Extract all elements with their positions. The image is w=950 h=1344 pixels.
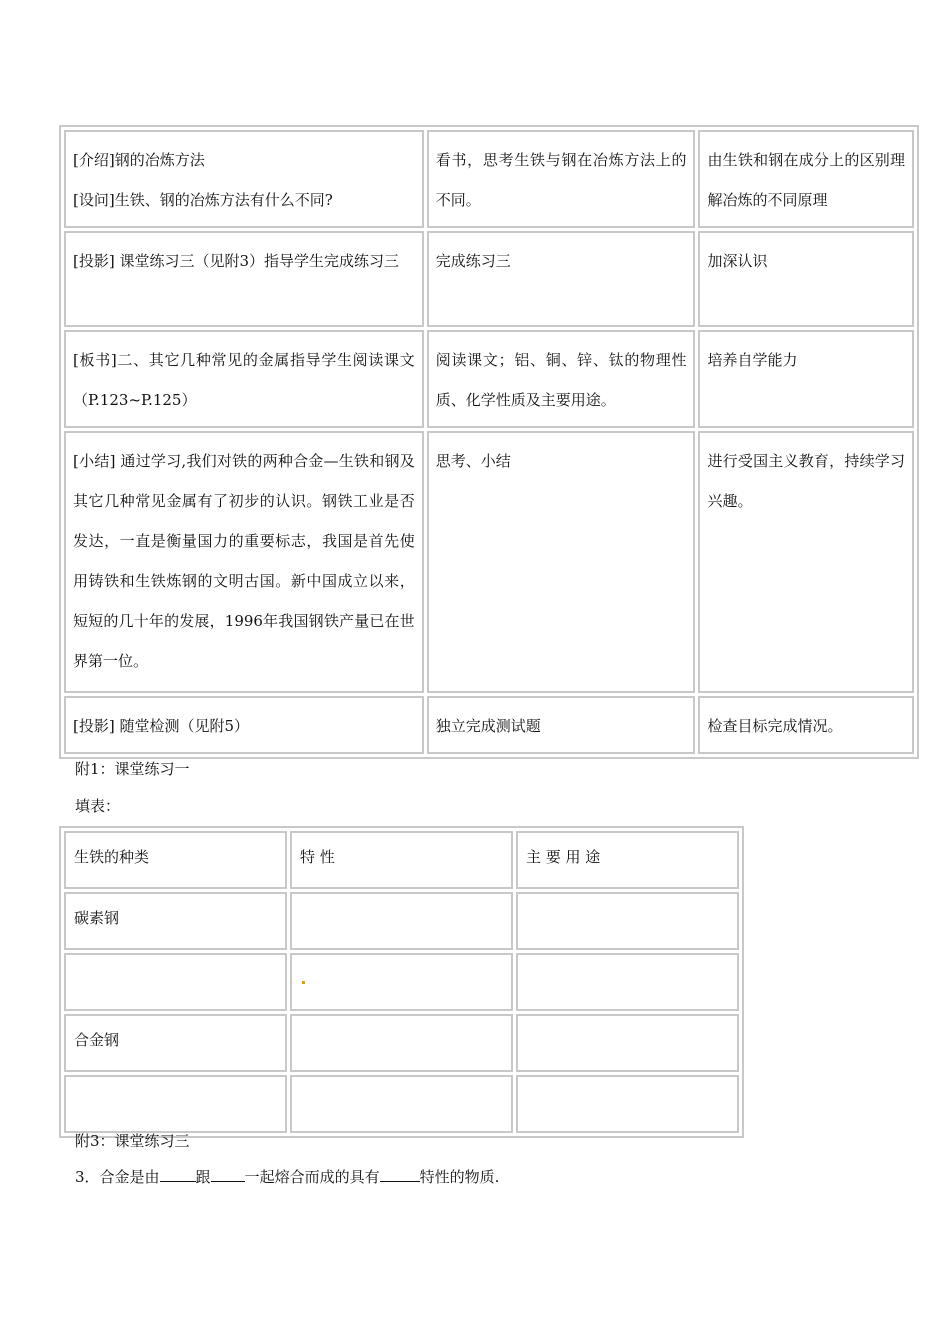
- table-cell-blank[interactable]: [290, 1014, 513, 1072]
- student-activity-cell: 阅读课文；铝、铜、锌、钛的物理性质、化学性质及主要用途。: [427, 330, 696, 428]
- table-row: [64, 330, 914, 428]
- table-cell-blank[interactable]: [64, 1075, 287, 1133]
- table-row: [64, 431, 914, 693]
- appendix1-heading: 附1：课堂练习一: [75, 760, 190, 778]
- question-text: 特性的物质.: [419, 1168, 500, 1186]
- cell-line: [设问]生铁、钢的冶炼方法有什么不同?: [73, 191, 333, 209]
- teacher-activity-cell: [板书]二、其它几种常见的金属指导学生阅读课文（P.123~P.125）: [64, 330, 424, 428]
- question-text: 跟: [195, 1168, 211, 1186]
- design-intent-cell: 加深认识: [698, 231, 914, 327]
- table-cell-blank[interactable]: [516, 1075, 739, 1133]
- column-header: 生铁的种类: [64, 831, 287, 889]
- design-intent-cell: 检查目标完成情况。: [698, 696, 914, 754]
- table-row: [64, 953, 739, 1011]
- answer-blank[interactable]: [160, 1167, 196, 1182]
- teacher-activity-cell: [投影] 随堂检测（见附5）: [64, 696, 424, 754]
- table-cell-blank[interactable]: [290, 953, 513, 1011]
- table-cell-blank[interactable]: [516, 892, 739, 950]
- table-cell-blank[interactable]: [290, 892, 513, 950]
- table-row: [64, 231, 914, 327]
- dot-mark: [302, 981, 305, 984]
- student-activity-cell: 看书，思考生铁与钢在冶炼方法上的不同。: [427, 130, 696, 228]
- lesson-table: [59, 125, 919, 759]
- question-3: [75, 1166, 499, 1187]
- table-row: [64, 696, 914, 754]
- column-header: 特 性: [290, 831, 513, 889]
- table-row: [64, 892, 739, 950]
- design-intent-cell: 培养自学能力: [698, 330, 914, 428]
- table-cell-blank[interactable]: [516, 1014, 739, 1072]
- table-header-row: [64, 831, 739, 889]
- table-cell: 碳素钢: [64, 892, 287, 950]
- teacher-activity-cell: [投影] 课堂练习三（见附3）指导学生完成练习三: [64, 231, 424, 327]
- table-cell: 合金钢: [64, 1014, 287, 1072]
- student-activity-cell: 完成练习三: [427, 231, 696, 327]
- teacher-activity-cell: [小结] 通过学习,我们对铁的两种合金—生铁和钢及其它几种常见金属有了初步的认识。钢铁工业是否发达，一直是衡量国力的重要标志，我国是首先使用铸铁和生铁炼钢的文明古国。新中国成立以来，短短的几十年的发展，1996年我国钢铁产量已在世界第一位。: [64, 431, 424, 693]
- table-cell-blank[interactable]: [290, 1075, 513, 1133]
- teacher-activity-cell: [64, 130, 424, 228]
- table-cell-blank[interactable]: [64, 953, 287, 1011]
- appendix1-subheading: 填表：: [75, 797, 121, 815]
- column-header: 主 要 用 途: [516, 831, 739, 889]
- appendix3-heading: 附3：课堂练习三: [75, 1132, 190, 1150]
- question-text: 3．合金是由: [75, 1168, 160, 1186]
- student-activity-cell: 思考、小结: [427, 431, 696, 693]
- cell-line: [介绍]钢的冶炼方法: [73, 151, 205, 169]
- answer-blank[interactable]: [380, 1167, 420, 1182]
- question-text: 一起熔合而成的具有: [244, 1168, 380, 1186]
- table-cell-blank[interactable]: [516, 953, 739, 1011]
- table-row: [64, 130, 914, 228]
- design-intent-cell: 进行受国主义教育，持续学习兴趣。: [698, 431, 914, 693]
- table-row: [64, 1014, 739, 1072]
- student-activity-cell: 独立完成测试题: [427, 696, 696, 754]
- table-row: [64, 1075, 739, 1133]
- design-intent-cell: 由生铁和钢在成分上的区别理解冶炼的不同原理: [698, 130, 914, 228]
- fill-in-table: [59, 826, 744, 1138]
- answer-blank[interactable]: [211, 1167, 245, 1182]
